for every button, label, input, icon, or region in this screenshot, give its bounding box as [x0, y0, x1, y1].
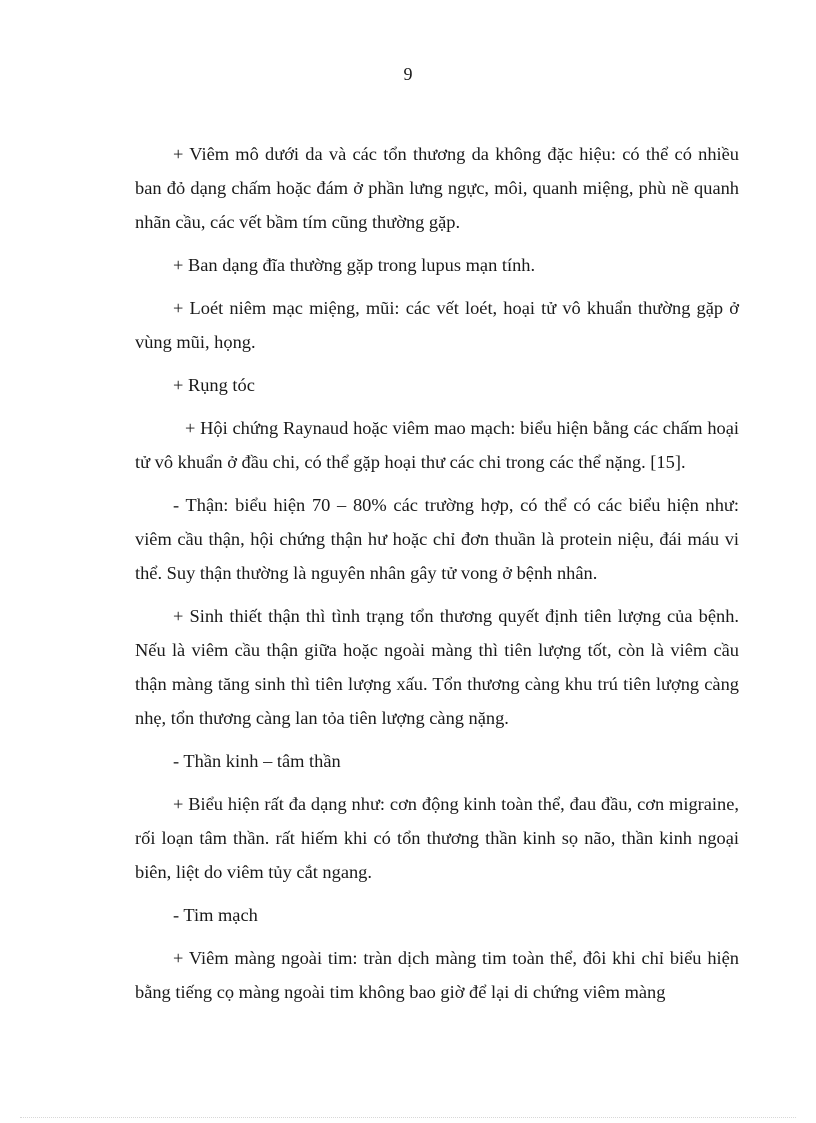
paragraph-raynaud: + Hội chứng Raynaud hoặc viêm mao mạch: biểu hiện bằng các chấm hoại tử vô khuẩn ở đầu chi, có thể gặp hoại thư các chi trong các thể nặng. [15].	[135, 418, 739, 472]
paragraph-kidney-biopsy: + Sinh thiết thận thì tình trạng tổn thương quyết định tiên lượng của bệnh. Nếu là viêm cầu thận giữa hoặc ngoài màng thì tiên lượng tốt, còn là viêm cầu thận màng tăng sinh thì tiên lượng xấu. Tổn thương càng khu trú tiên lượng càng nhẹ, tổn thương càng lan tỏa tiên lượng càng nặng.	[135, 606, 739, 728]
page-bottom-divider	[20, 1117, 796, 1118]
document-body	[135, 137, 739, 1009]
paragraph-pericarditis: + Viêm màng ngoài tim: tràn dịch màng tim toàn thể, đôi khi chỉ biểu hiện bằng tiếng cọ màng ngoài tim không bao giờ để lại di chứng viêm màng	[135, 948, 739, 1002]
page-number: 9	[403, 64, 413, 84]
paragraph-discoid-rash: + Ban dạng đĩa thường gặp trong lupus mạn tính.	[173, 255, 536, 275]
paragraph-neuro-detail: + Biểu hiện rất đa dạng như: cơn động kinh toàn thể, đau đầu, cơn migraine, rối loạn tâm thần. rất hiếm khi có tổn thương thần kinh sọ não, thần kinh ngoại biên, liệt do viêm tủy cắt ngang.	[135, 794, 739, 882]
paragraph-cardio-heading: - Tim mạch	[173, 905, 258, 925]
paragraph-kidney: - Thận: biểu hiện 70 – 80% các trường hợp, có thể có các biểu hiện như: viêm cầu thận, hội chứng thận hư hoặc chỉ đơn thuần là protein niệu, đái máu vi thể. Suy thận thường là nguyên nhân gây tử vong ở bệnh nhân.	[135, 495, 739, 583]
paragraph-mucosal-ulcers: + Loét niêm mạc miệng, mũi: các vết loét, hoại tử vô khuẩn thường gặp ở vùng mũi, họng.	[135, 298, 739, 352]
paragraph-hair-loss: + Rụng tóc	[173, 375, 255, 395]
paragraph-skin-lesions: + Viêm mô dưới da và các tổn thương da không đặc hiệu: có thể có nhiều ban đỏ dạng chấm hoặc đám ở phần lưng ngực, môi, quanh miệng, phù nề quanh nhãn cầu, các vết bầm tím cũng thường gặp.	[135, 144, 739, 232]
paragraph-neuro-heading: - Thần kinh – tâm thần	[173, 751, 341, 771]
